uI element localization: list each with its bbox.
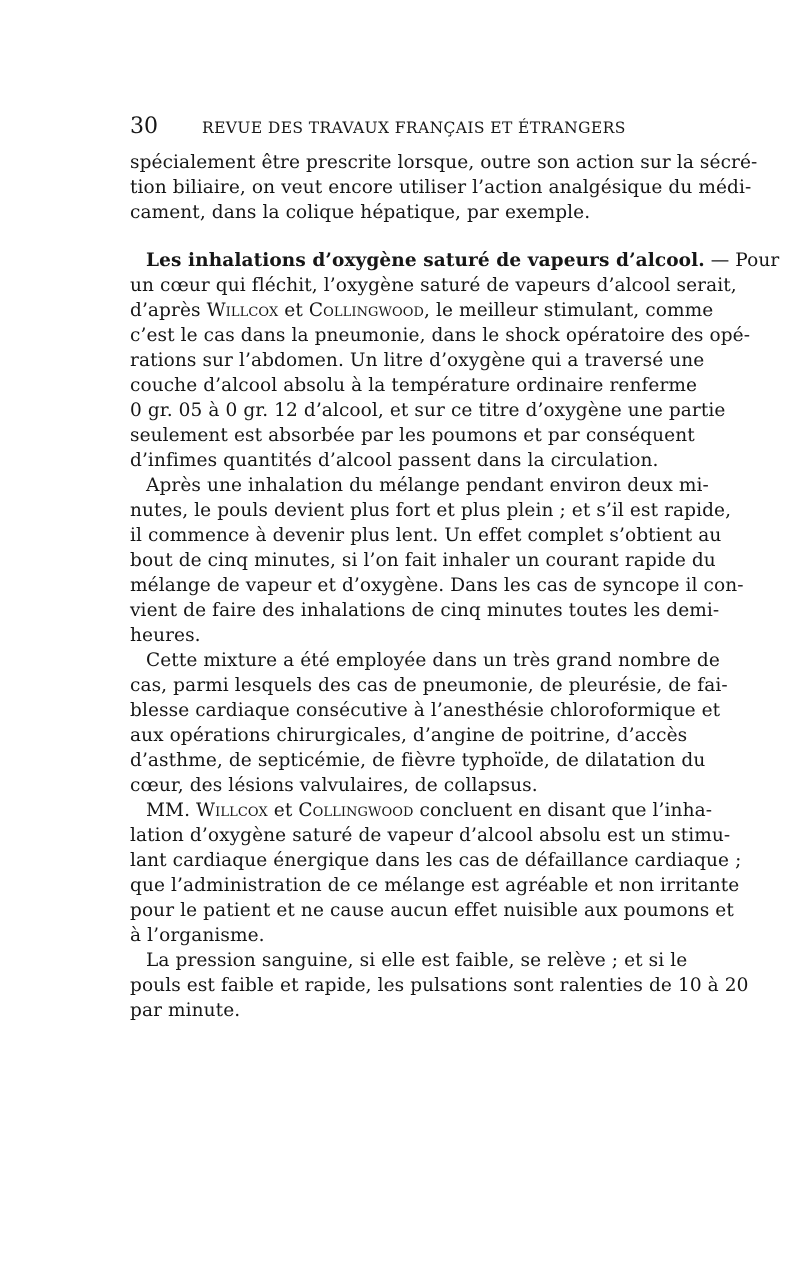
text-line: 0 gr. 05 à 0 gr. 12 d’alcool, et sur ce titre d’oxygène une partie (130, 400, 726, 421)
text-line: seulement est absorbée par les poumons et par conséquent (130, 425, 695, 446)
author-name: Willcox (206, 300, 279, 321)
paragraph-4 (130, 648, 728, 798)
paragraph-5 (130, 798, 742, 948)
author-name: Willcox (196, 800, 268, 821)
section-inhalations (130, 248, 780, 473)
text-line: blesse cardiaque consécutive à l’anesthésie chloroformique et (130, 700, 721, 721)
text-line: cas, parmi lesquels des cas de pneumonie, de pleurésie, de fai- (130, 675, 728, 696)
text-line: pour le patient et ne cause aucun effet nuisible aux poumons et (130, 900, 734, 921)
text-run: MM. (146, 800, 197, 821)
text-run: d’après (130, 300, 207, 321)
paragraph-1 (130, 150, 758, 225)
text-line: il commence à devenir plus lent. Un effet complet s’obtient au (130, 525, 722, 546)
paragraph-3 (130, 473, 744, 648)
page-number: 30 (130, 114, 158, 139)
text-line: Après une inhalation du mélange pendant environ deux mi- (146, 475, 709, 496)
text-line: d’asthme, de septicémie, de fièvre typhoïde, de dilatation du (130, 750, 706, 771)
text-line: bout de cinq minutes, si l’on fait inhaler un courant rapide du (130, 550, 716, 571)
text-line: cœur, des lésions valvulaires, de collapsus. (130, 775, 538, 796)
text-line: un cœur qui fléchit, l’oxygène saturé de vapeurs d’alcool serait, (130, 275, 737, 296)
text-line: spécialement être prescrite lorsque, outre son action sur la sécré- (130, 152, 758, 173)
paragraph-6 (130, 948, 749, 1023)
text-line: d’infimes quantités d’alcool passent dans la circulation. (130, 450, 659, 471)
text-run: concluent en disant que l’inha- (413, 800, 713, 821)
text-line: vient de faire des inhalations de cinq minutes toutes les demi- (130, 600, 720, 621)
section-heading-line (130, 248, 780, 273)
running-head: REVUE DES TRAVAUX FRANÇAIS ET ÉTRANGERS (202, 119, 626, 137)
text-line (130, 298, 714, 323)
text-line: La pression sanguine, si elle est faible, se relève ; et si le (146, 950, 688, 971)
text-line: cament, dans la colique hépatique, par exemple. (130, 202, 591, 223)
text-run: et (278, 300, 309, 321)
text-line: c’est le cas dans la pneumonie, dans le shock opératoire des opé- (130, 325, 751, 346)
text-run: et (267, 800, 299, 821)
text-line: à l’organisme. (130, 925, 265, 946)
text-line: mélange de vapeur et d’oxygène. Dans les cas de syncope il con- (130, 575, 744, 596)
text-line: aux opérations chirurgicales, d’angine de poitrine, d’accès (130, 725, 688, 746)
text-line (130, 798, 713, 823)
text-line: nutes, le pouls devient plus fort et plus plein ; et s’il est rapide, (130, 500, 732, 521)
text-line: lant cardiaque énergique dans les cas de défaillance cardiaque ; (130, 850, 742, 871)
text-line: tion biliaire, on veut encore utiliser l’action analgésique du médi- (130, 177, 752, 198)
heading-continuation: — Pour (704, 250, 780, 271)
text-line: pouls est faible et rapide, les pulsations sont ralenties de 10 à 20 (130, 975, 749, 996)
text-line: lation d’oxygène saturé de vapeur d’alcool absolu est un stimu- (130, 825, 731, 846)
author-name: Collingwood (298, 800, 414, 821)
section-heading: Les inhalations d’oxygène saturé de vapeurs d’alcool. (146, 250, 705, 271)
text-line: couche d’alcool absolu à la température ordinaire renferme (130, 375, 698, 396)
text-line: que l’administration de ce mélange est agréable et non irritante (130, 875, 740, 896)
section-gap (130, 225, 670, 248)
body-text (130, 150, 780, 1023)
text-run: , le meilleur stimulant, comme (424, 300, 714, 321)
text-line: Cette mixture a été employée dans un très grand nombre de (146, 650, 720, 671)
text-line: par minute. (130, 1000, 241, 1021)
text-line: heures. (130, 625, 201, 646)
page-header (130, 114, 680, 140)
text-line: rations sur l’abdomen. Un litre d’oxygène qui a traversé une (130, 350, 705, 371)
author-name: Collingwood (308, 300, 425, 321)
